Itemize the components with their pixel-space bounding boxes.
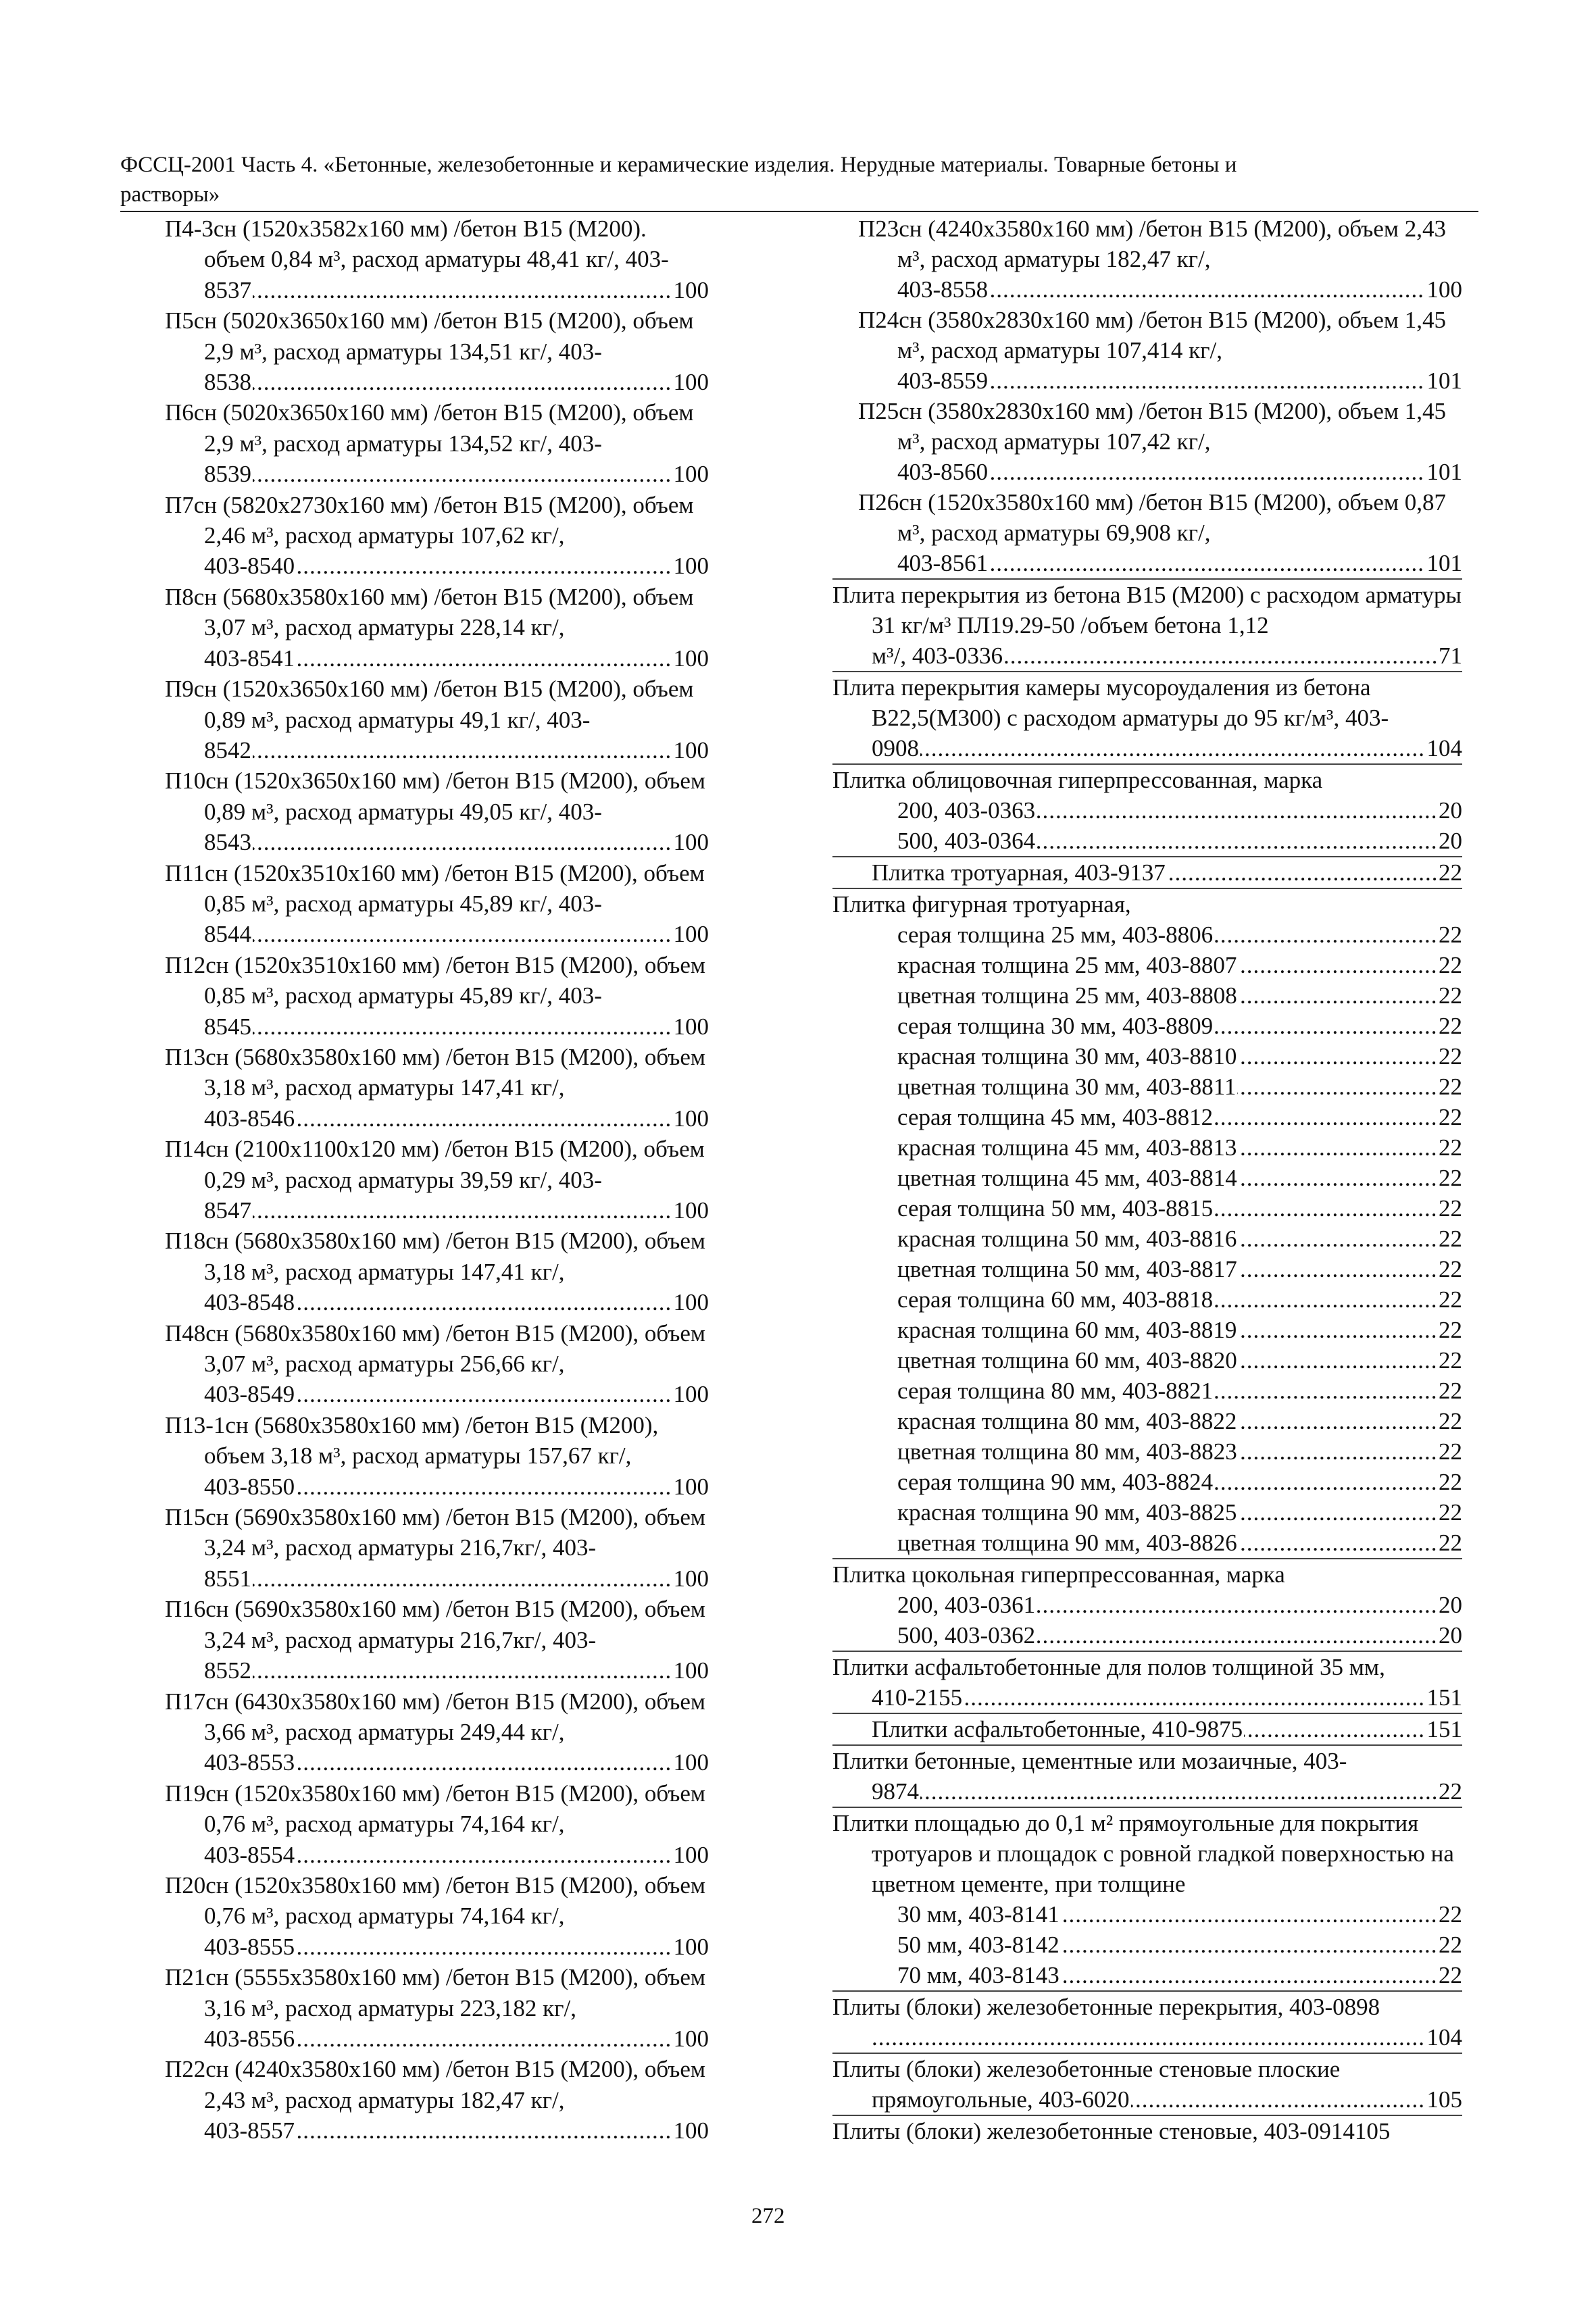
page-ref: 100 bbox=[672, 551, 709, 581]
index-entry bbox=[832, 1652, 1462, 1714]
index-entry bbox=[165, 1042, 709, 1134]
page-header bbox=[120, 150, 1478, 209]
page-ref: 151 bbox=[1426, 1714, 1463, 1744]
entry-code: 403-8549 bbox=[204, 1381, 295, 1408]
leader-line bbox=[897, 795, 1462, 826]
page-ref: 22 bbox=[1437, 950, 1462, 980]
entry-code: серая толщина 30 мм, 403-8809 bbox=[897, 1013, 1214, 1039]
entry-text: П23сн (4240x3580x160 мм) /бетон В15 (М200), объем 2,43 м³, расход арматуры 182,47 кг/, bbox=[858, 216, 1447, 272]
sub-entry bbox=[897, 1011, 1462, 1041]
entry-code: 0908 bbox=[872, 735, 919, 761]
index-entry bbox=[165, 582, 709, 674]
index-entry bbox=[165, 1502, 709, 1594]
index-entry bbox=[832, 765, 1462, 857]
leader-line bbox=[204, 367, 709, 397]
entry-code: серая толщина 90 мм, 403-8824 bbox=[897, 1469, 1214, 1495]
page-ref: 100 bbox=[672, 1840, 709, 1870]
leader-line bbox=[204, 2023, 709, 2054]
entry-text: П9сн (1520x3650x160 мм) /бетон В15 (М200), объем 0,89 м³, расход арматуры 49,1 кг/, 403- bbox=[165, 676, 694, 733]
entry-text: П24сн (3580x2830x160 мм) /бетон В15 (М200), объем 1,45 м³, расход арматуры 107,414 кг/, bbox=[858, 307, 1447, 363]
leader-line bbox=[897, 1406, 1462, 1436]
entry-code: Плитки асфальтобетонные, 410-9875 bbox=[872, 1716, 1243, 1742]
leader-line bbox=[204, 1472, 709, 1502]
entry-text: Плитка фигурная тротуарная, bbox=[832, 891, 1131, 917]
entry-code: 403-8546 bbox=[204, 1105, 295, 1132]
sub-entry bbox=[897, 1041, 1462, 1072]
index-entry bbox=[165, 305, 709, 397]
page-ref: 100 bbox=[672, 367, 709, 397]
page-ref: 100 bbox=[672, 1011, 709, 1042]
leader-line bbox=[897, 1041, 1462, 1072]
leader-line bbox=[872, 733, 1462, 763]
sub-entry bbox=[897, 1072, 1462, 1102]
page-ref: 22 bbox=[1437, 1284, 1462, 1315]
sub-entry bbox=[897, 1497, 1462, 1528]
leader-line bbox=[897, 1163, 1462, 1193]
entry-text: П13-1сн (5680x3580x160 мм) /бетон В15 (М200), объем 3,18 м³, расход арматуры 157,67 кг/, bbox=[165, 1411, 659, 1469]
page-ref: 20 bbox=[1437, 1590, 1462, 1620]
entry-text: П10сн (1520x3650x160 мм) /бетон В15 (М200), объем 0,89 м³, расход арматуры 49,05 кг/, 403- bbox=[165, 768, 706, 825]
index-entry bbox=[832, 1992, 1462, 2054]
page-ref: 22 bbox=[1437, 980, 1462, 1011]
page-ref: 100 bbox=[672, 1563, 709, 1594]
page-ref: 100 bbox=[672, 1655, 709, 1686]
entry-code: 403-8561 bbox=[897, 550, 989, 576]
leader-line bbox=[897, 366, 1462, 396]
leader-line bbox=[872, 2084, 1462, 2115]
entry-code: красная толщина 45 мм, 403-8813 bbox=[897, 1134, 1237, 1161]
entry-code: цветная толщина 80 мм, 403-8823 bbox=[897, 1438, 1237, 1465]
entry-code: красная толщина 80 мм, 403-8822 bbox=[897, 1408, 1237, 1434]
entry-code: 200, 403-0361 bbox=[897, 1592, 1036, 1618]
entry-text: Плитки асфальтобетонные для полов толщиной 35 мм, bbox=[832, 1654, 1385, 1680]
entry-code: 403-8540 bbox=[204, 553, 295, 580]
entry-text: П12сн (1520x3510x160 мм) /бетон В15 (М200), объем 0,85 м³, расход арматуры 45,89 кг/, 403- bbox=[165, 951, 706, 1009]
sub-entry bbox=[897, 1132, 1462, 1163]
index-entry bbox=[165, 1686, 709, 1778]
entry-code: цветная толщина 45 мм, 403-8814 bbox=[897, 1165, 1237, 1191]
index-entry bbox=[832, 213, 1462, 305]
entry-code: 50 мм, 403-8142 bbox=[897, 1932, 1059, 1958]
page-ref: 22 bbox=[1437, 1072, 1462, 1102]
leader-line bbox=[897, 548, 1462, 578]
page-ref: 22 bbox=[1437, 857, 1462, 888]
page-ref: 104 bbox=[1426, 733, 1463, 763]
entry-code: 500, 403-0364 bbox=[897, 828, 1036, 854]
leader-line bbox=[897, 1315, 1462, 1345]
entry-code: 500, 403-0362 bbox=[897, 1622, 1036, 1649]
entry-code: цветная толщина 30 мм, 403-8811 bbox=[897, 1074, 1237, 1100]
sub-entry bbox=[897, 1102, 1462, 1132]
page-ref: 101 bbox=[1426, 457, 1463, 487]
entry-text: П17сн (6430x3580x160 мм) /бетон В15 (М200), объем 3,66 м³, расход арматуры 249,44 кг/, bbox=[165, 1688, 706, 1745]
index-entry bbox=[832, 1559, 1462, 1652]
page-ref: 100 bbox=[672, 1195, 709, 1226]
entry-code: 403-8553 bbox=[204, 1749, 295, 1776]
leader-line bbox=[872, 640, 1462, 671]
entry-code: 8547 bbox=[204, 1197, 251, 1224]
sub-entry bbox=[897, 1899, 1462, 1930]
sub-entry bbox=[897, 795, 1462, 826]
index-entry bbox=[165, 213, 709, 305]
leader-line bbox=[897, 1960, 1462, 1990]
index-entry bbox=[165, 2054, 709, 2146]
sub-entry bbox=[897, 1590, 1462, 1620]
entry-code: красная толщина 60 мм, 403-8819 bbox=[897, 1317, 1237, 1343]
leader-line bbox=[897, 1132, 1462, 1163]
entry-code: 403-8555 bbox=[204, 1933, 295, 1960]
leader-line bbox=[204, 1103, 709, 1134]
index-entry bbox=[165, 490, 709, 582]
page-ref: 71 bbox=[1437, 640, 1462, 671]
index-entry bbox=[165, 1778, 709, 1870]
page-ref: 22 bbox=[1437, 1960, 1462, 1990]
sub-entry bbox=[897, 1528, 1462, 1558]
page-ref: 22 bbox=[1437, 1315, 1462, 1345]
index-column-left bbox=[165, 213, 709, 2146]
index-entry bbox=[832, 396, 1462, 487]
sub-entry bbox=[897, 1436, 1462, 1467]
page-ref: 22 bbox=[1437, 1528, 1462, 1558]
leader-line bbox=[897, 1376, 1462, 1406]
leader-line bbox=[204, 275, 709, 305]
entry-text: Плитки площадью до 0,1 м² прямоугольные для покрытия тротуаров и площадок с ровной гладкой поверхностью на цветном цементе, при толщине bbox=[832, 1810, 1454, 1897]
page-ref: 22 bbox=[1437, 1011, 1462, 1041]
page-ref: 22 bbox=[1437, 1436, 1462, 1467]
entry-text: Плиты (блоки) железобетонные стеновые, 403-0914105 bbox=[832, 2118, 1391, 2144]
entry-text: П20сн (1520x3580x160 мм) /бетон В15 (М200), объем 0,76 м³, расход арматуры 74,164 кг/, bbox=[165, 1871, 706, 1930]
page-ref: 22 bbox=[1437, 920, 1462, 950]
leader-line bbox=[204, 1379, 709, 1409]
sub-entry bbox=[897, 950, 1462, 980]
leader-line bbox=[872, 1714, 1462, 1744]
index-entry bbox=[832, 857, 1462, 889]
entry-code: 403-8557 bbox=[204, 2117, 295, 2144]
leader-line bbox=[897, 1102, 1462, 1132]
entry-text: Плитки бетонные, цементные или мозаичные, 403- bbox=[832, 1748, 1347, 1774]
leader-line bbox=[872, 1776, 1462, 1807]
index-entry bbox=[165, 1134, 709, 1226]
entry-code: 8538 bbox=[204, 369, 251, 396]
page-ref: 22 bbox=[1437, 1899, 1462, 1930]
index-entry bbox=[832, 889, 1462, 1559]
leader-line bbox=[897, 1072, 1462, 1102]
entry-text: Плитка облицовочная гиперпрессованная, марка bbox=[832, 767, 1323, 793]
leader-line bbox=[204, 1563, 709, 1594]
leader-line bbox=[897, 1899, 1462, 1930]
leader-line bbox=[872, 2022, 1462, 2053]
entry-code: 403-8560 bbox=[897, 459, 989, 485]
page-ref: 22 bbox=[1437, 1930, 1462, 1960]
entry-text: П48сн (5680x3580x160 мм) /бетон В15 (М200), объем 3,07 м³, расход арматуры 256,66 кг/, bbox=[165, 1319, 706, 1378]
page-ref: 100 bbox=[672, 1932, 709, 1962]
entry-text: П18сн (5680x3580x160 мм) /бетон В15 (М200), объем 3,18 м³, расход арматуры 147,41 кг/, bbox=[165, 1228, 706, 1285]
page-ref: 105 bbox=[1426, 2084, 1463, 2115]
page-ref: 22 bbox=[1437, 1467, 1462, 1497]
sub-entry bbox=[897, 1930, 1462, 1960]
entry-text: П11сн (1520x3510x160 мм) /бетон В15 (М200), объем 0,85 м³, расход арматуры 45,89 кг/, 403- bbox=[165, 859, 705, 917]
index-entry bbox=[165, 1318, 709, 1410]
sub-entry bbox=[897, 1620, 1462, 1651]
entry-code: 8551 bbox=[204, 1565, 251, 1592]
index-entry bbox=[165, 397, 709, 489]
entry-code: 403-8541 bbox=[204, 645, 295, 672]
page-ref: 100 bbox=[672, 735, 709, 765]
entry-code: цветная толщина 50 мм, 403-8817 bbox=[897, 1256, 1237, 1282]
leader-line bbox=[897, 826, 1462, 856]
entry-code: 30 мм, 403-8141 bbox=[897, 1901, 1059, 1928]
entry-code bbox=[872, 2024, 873, 2051]
leader-line bbox=[204, 643, 709, 674]
entry-code: 8544 bbox=[204, 921, 251, 948]
entry-code: Плитка тротуарная, 403-9137 bbox=[872, 859, 1166, 886]
leader-line bbox=[204, 1932, 709, 1962]
entry-code: красная толщина 50 мм, 403-8816 bbox=[897, 1226, 1237, 1252]
leader-line bbox=[204, 1011, 709, 1042]
entry-code: 8542 bbox=[204, 736, 251, 763]
leader-line bbox=[204, 1195, 709, 1226]
entry-code: 8537 bbox=[204, 276, 251, 303]
entry-text: Плита перекрытия камеры мусороудаления из бетона В22,5(М300) с расходом арматуры до 95 кг/м³, 403- bbox=[832, 674, 1389, 731]
leader-line bbox=[204, 827, 709, 857]
entry-code: серая толщина 25 мм, 403-8806 bbox=[897, 922, 1214, 948]
entry-code: м³/, 403-0336 bbox=[872, 643, 1003, 669]
leader-line bbox=[897, 1930, 1462, 1960]
entry-code: 403-8554 bbox=[204, 1841, 295, 1868]
leader-line bbox=[204, 1747, 709, 1778]
entry-text: П6сн (5020x3650x160 мм) /бетон В15 (М200), объем 2,9 м³, расход арматуры 134,52 кг/, 403- bbox=[165, 399, 694, 457]
page-ref: 22 bbox=[1437, 1041, 1462, 1072]
leader-line bbox=[897, 1284, 1462, 1315]
entry-text: П5сн (5020x3650x160 мм) /бетон В15 (М200), объем 2,9 м³, расход арматуры 134,51 кг/, 403- bbox=[165, 307, 694, 365]
leader-line bbox=[204, 1287, 709, 1317]
entry-text: П21сн (5555x3580x160 мм) /бетон В15 (М200), объем 3,16 м³, расход арматуры 223,182 кг/, bbox=[165, 1964, 706, 2021]
entry-text: П19сн (1520x3580x160 мм) /бетон В15 (М200), объем 0,76 м³, расход арматуры 74,164 кг/, bbox=[165, 1780, 706, 1838]
index-entry bbox=[832, 487, 1462, 580]
entry-code: 200, 403-0363 bbox=[897, 797, 1036, 824]
entry-text: Плита перекрытия из бетона В15 (М200) с расходом арматуры 31 кг/м³ ПЛ19.29-50 /объем бетона 1,12 bbox=[832, 582, 1462, 638]
entry-code: красная толщина 25 мм, 403-8807 bbox=[897, 952, 1237, 978]
leader-line bbox=[872, 1682, 1462, 1713]
leader-line bbox=[897, 950, 1462, 980]
entry-code: 70 мм, 403-8143 bbox=[897, 1962, 1059, 1988]
header-rule bbox=[120, 211, 1478, 212]
entry-code: 403-8558 bbox=[897, 276, 989, 303]
index-entry bbox=[165, 1962, 709, 2054]
index-entry bbox=[832, 2116, 1462, 2146]
sub-entry bbox=[897, 980, 1462, 1011]
leader-line bbox=[897, 1620, 1462, 1651]
sub-entry bbox=[897, 1224, 1462, 1254]
leader-line bbox=[897, 1467, 1462, 1497]
entry-code: серая толщина 50 мм, 403-8815 bbox=[897, 1195, 1214, 1222]
entry-text: П16сн (5690x3580x160 мм) /бетон В15 (М200), объем 3,24 м³, расход арматуры 216,7кг/, 403- bbox=[165, 1596, 706, 1653]
page-ref: 22 bbox=[1437, 1776, 1462, 1807]
entry-code: 8539 bbox=[204, 461, 251, 488]
entry-code: 8552 bbox=[204, 1657, 251, 1684]
page-ref: 20 bbox=[1437, 795, 1462, 826]
entry-text: П7сн (5820x2730x160 мм) /бетон В15 (М200), объем 2,46 м³, расход арматуры 107,62 кг/, bbox=[165, 491, 694, 549]
leader-line bbox=[204, 735, 709, 765]
entry-code: красная толщина 30 мм, 403-8810 bbox=[897, 1043, 1237, 1070]
leader-line bbox=[897, 1224, 1462, 1254]
entry-code: 9874 bbox=[872, 1778, 919, 1805]
page-ref: 151 bbox=[1426, 1682, 1463, 1713]
leader-line bbox=[897, 1011, 1462, 1041]
page-ref: 22 bbox=[1437, 1132, 1462, 1163]
entry-code: красная толщина 90 мм, 403-8825 bbox=[897, 1499, 1237, 1526]
sub-entry bbox=[897, 1467, 1462, 1497]
page-ref: 100 bbox=[672, 275, 709, 305]
header-line-1: ФССЦ-2001 Часть 4. «Бетонные, железобетонные и керамические изделия. Нерудные материалы. Товарные бетоны и bbox=[120, 153, 1237, 177]
sub-entry bbox=[897, 1163, 1462, 1193]
page-ref: 100 bbox=[672, 1472, 709, 1502]
page-ref: 100 bbox=[672, 919, 709, 949]
entry-code: 8543 bbox=[204, 829, 251, 856]
sub-entry bbox=[897, 1345, 1462, 1376]
index-entry bbox=[832, 672, 1462, 765]
leader-line bbox=[897, 1193, 1462, 1224]
entry-code: 8545 bbox=[204, 1013, 251, 1040]
page-ref: 100 bbox=[672, 1287, 709, 1317]
leader-line bbox=[897, 1254, 1462, 1284]
index-entry bbox=[165, 1410, 709, 1502]
leader-line bbox=[897, 1345, 1462, 1376]
entry-code: 403-8559 bbox=[897, 368, 989, 394]
page-ref: 22 bbox=[1437, 1163, 1462, 1193]
header-line-2: растворы» bbox=[120, 182, 220, 207]
leader-line bbox=[204, 1655, 709, 1686]
entry-code: 410-2155 bbox=[872, 1684, 963, 1711]
page-number: 272 bbox=[751, 2204, 785, 2228]
sub-entry bbox=[897, 1376, 1462, 1406]
leader-line bbox=[897, 1497, 1462, 1528]
entry-code: серая толщина 80 мм, 403-8821 bbox=[897, 1378, 1214, 1404]
entry-text: П13сн (5680x3580x160 мм) /бетон В15 (М200), объем 3,18 м³, расход арматуры 147,41 кг/, bbox=[165, 1043, 706, 1101]
index-entry bbox=[832, 1808, 1462, 1992]
page-ref: 100 bbox=[672, 643, 709, 674]
entry-code: цветная толщина 60 мм, 403-8820 bbox=[897, 1347, 1237, 1374]
page-ref: 22 bbox=[1437, 1345, 1462, 1376]
entry-code: серая толщина 60 мм, 403-8818 bbox=[897, 1286, 1214, 1313]
leader-line bbox=[897, 1590, 1462, 1620]
entry-text: Плиты (блоки) железобетонные стеновые плоские bbox=[832, 2056, 1341, 2082]
index-entry bbox=[832, 1714, 1462, 1746]
leader-line bbox=[872, 857, 1462, 888]
entry-code: прямоугольные, 403-6020 bbox=[872, 2086, 1130, 2113]
page-ref: 100 bbox=[672, 1379, 709, 1409]
page-ref: 22 bbox=[1437, 1497, 1462, 1528]
entry-code: 403-8548 bbox=[204, 1289, 295, 1316]
entry-text: П4-3сн (1520x3582x160 мм) /бетон В15 (М200). объем 0,84 м³, расход арматуры 48,41 кг/, 403- bbox=[165, 216, 669, 273]
entry-text: П14сн (2100x1100x120 мм) /бетон В15 (М200), объем 0,29 м³, расход арматуры 39,59 кг/, 403- bbox=[165, 1136, 705, 1193]
index-entry bbox=[165, 858, 709, 950]
entry-text: П25сн (3580x2830x160 мм) /бетон В15 (М200), объем 1,45 м³, расход арматуры 107,42 кг/, bbox=[858, 398, 1447, 455]
leader-line bbox=[204, 551, 709, 581]
entry-text: П15сн (5690x3580x160 мм) /бетон В15 (М200), объем 3,24 м³, расход арматуры 216,7кг/, 403- bbox=[165, 1504, 706, 1561]
leader-line bbox=[204, 2115, 709, 2146]
index-entry bbox=[832, 580, 1462, 672]
entry-code: 403-8556 bbox=[204, 2025, 295, 2052]
page-ref: 100 bbox=[672, 459, 709, 489]
index-entry bbox=[832, 305, 1462, 396]
index-entry bbox=[165, 1870, 709, 1962]
leader-line bbox=[204, 459, 709, 489]
index-entry bbox=[165, 765, 709, 857]
page-ref: 22 bbox=[1437, 1224, 1462, 1254]
entry-text: П22сн (4240x3580x160 мм) /бетон В15 (М200), объем 2,43 м³, расход арматуры 182,47 кг/, bbox=[165, 2056, 706, 2113]
page-ref: 22 bbox=[1437, 1376, 1462, 1406]
entry-code: 403-8550 bbox=[204, 1473, 295, 1500]
index-entry bbox=[832, 2054, 1462, 2116]
leader-line bbox=[897, 457, 1462, 487]
index-column-right bbox=[832, 213, 1462, 2146]
index-entry bbox=[832, 1746, 1462, 1808]
page-ref: 20 bbox=[1437, 1620, 1462, 1651]
leader-line bbox=[897, 274, 1462, 305]
leader-line bbox=[897, 1528, 1462, 1558]
page-ref: 100 bbox=[672, 1103, 709, 1134]
sub-entry bbox=[897, 1193, 1462, 1224]
sub-entry bbox=[897, 1284, 1462, 1315]
index-entry bbox=[165, 1594, 709, 1686]
sub-entry bbox=[897, 1315, 1462, 1345]
sub-entry bbox=[897, 826, 1462, 856]
page-ref: 22 bbox=[1437, 1254, 1462, 1284]
page-ref: 22 bbox=[1437, 1193, 1462, 1224]
leader-line bbox=[204, 1840, 709, 1870]
page-ref: 20 bbox=[1437, 826, 1462, 856]
entry-text: П26сн (1520x3580x160 мм) /бетон В15 (М200), объем 0,87 м³, расход арматуры 69,908 кг/, bbox=[858, 489, 1447, 546]
page-ref: 100 bbox=[672, 2023, 709, 2054]
entry-code: цветная толщина 25 мм, 403-8808 bbox=[897, 982, 1237, 1009]
index-entry bbox=[165, 950, 709, 1042]
page-ref: 100 bbox=[1426, 274, 1463, 305]
entry-text: Плитка цокольная гиперпрессованная, марка bbox=[832, 1561, 1285, 1588]
page-ref: 101 bbox=[1426, 366, 1463, 396]
leader-line bbox=[897, 1436, 1462, 1467]
leader-line bbox=[897, 980, 1462, 1011]
page-ref: 100 bbox=[672, 2115, 709, 2146]
leader-line bbox=[897, 920, 1462, 950]
index-entry bbox=[165, 674, 709, 765]
page-ref: 100 bbox=[672, 827, 709, 857]
entry-text: Плиты (блоки) железобетонные перекрытия, 403-0898 bbox=[832, 1994, 1380, 2020]
sub-entry bbox=[897, 1960, 1462, 1990]
page-ref: 101 bbox=[1426, 548, 1463, 578]
sub-entry bbox=[897, 920, 1462, 950]
page-ref: 22 bbox=[1437, 1102, 1462, 1132]
page-ref: 22 bbox=[1437, 1406, 1462, 1436]
page-ref: 100 bbox=[672, 1747, 709, 1778]
sub-entry bbox=[897, 1406, 1462, 1436]
entry-code: цветная толщина 90 мм, 403-8826 bbox=[897, 1530, 1237, 1556]
page-ref: ..... 104 bbox=[1426, 2022, 1463, 2053]
sub-entry bbox=[897, 1254, 1462, 1284]
leader-line bbox=[204, 919, 709, 949]
entry-code: серая толщина 45 мм, 403-8812 bbox=[897, 1104, 1214, 1130]
index-entry bbox=[165, 1226, 709, 1317]
entry-text: П8сн (5680x3580x160 мм) /бетон В15 (М200), объем 3,07 м³, расход арматуры 228,14 кг/, bbox=[165, 583, 694, 641]
